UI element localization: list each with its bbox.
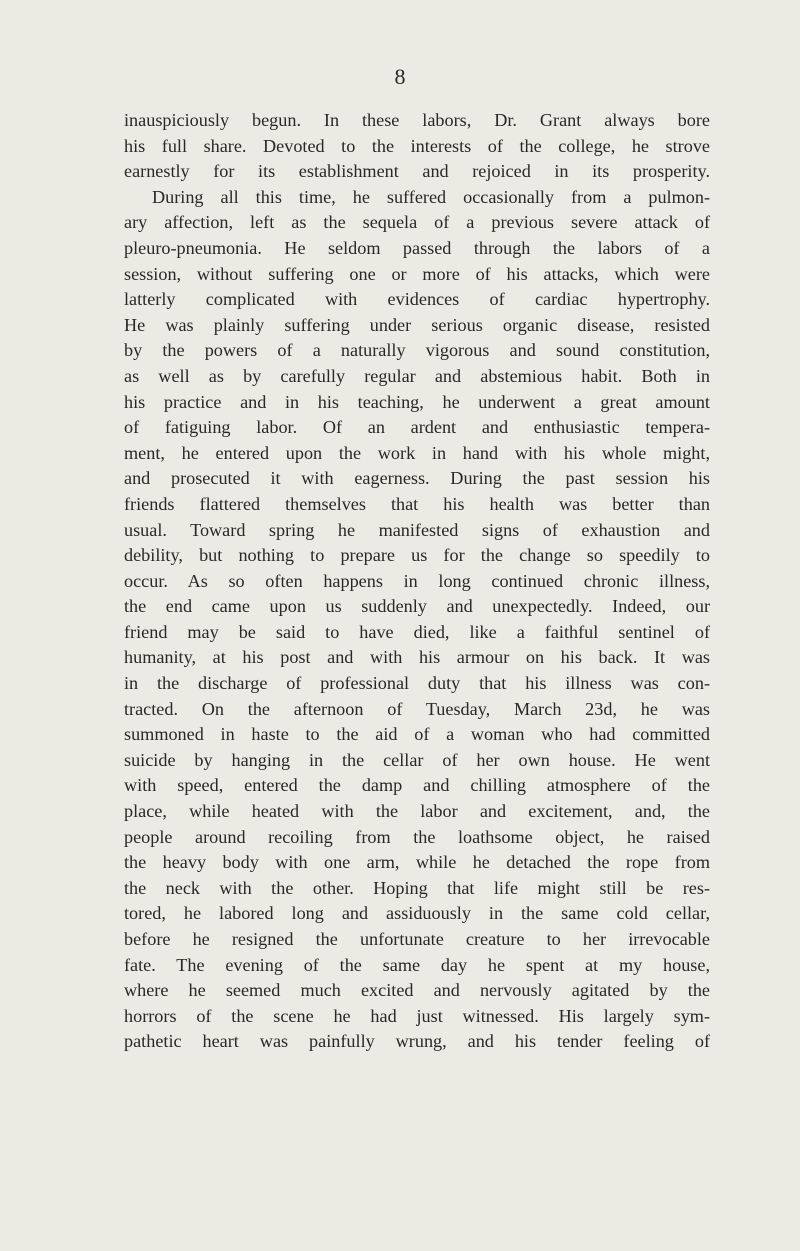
text-line: friend may be said to have died, like a faithful sentinel of <box>124 621 710 642</box>
text-line: tracted. On the afternoon of Tuesday, March 23d, he was <box>124 698 710 719</box>
text-line: latterly complicated with evidences of cardiac hypertrophy. <box>124 289 710 310</box>
text-line: inauspiciously begun. In these labors, Dr. Grant always bore <box>124 110 710 130</box>
text-line: summoned in haste to the aid of a woman who had committed <box>124 724 710 745</box>
body-text <box>124 108 710 1055</box>
text-line: ment, he entered upon the work in hand with his whole might, <box>124 442 710 463</box>
text-line: the heavy body with one arm, while he detached the rope from <box>124 852 710 873</box>
text-line: people around recoiling from the loathsome object, he raised <box>124 826 710 847</box>
text-line: usual. Toward spring he manifested signs of exhaustion and <box>124 519 710 540</box>
text-line: pleuro-pneumonia. He seldom passed through the labors of a <box>124 237 710 258</box>
text-line: earnestly for its establishment and rejoiced in its prosperity. <box>124 161 710 182</box>
text-line: in the discharge of professional duty that his illness was con- <box>124 673 710 694</box>
text-line: the neck with the other. Hoping that life might still be res- <box>124 877 710 898</box>
text-line: of fatiguing labor. Of an ardent and enthusiastic tempera- <box>124 417 710 438</box>
text-line: session, without suffering one or more of his attacks, which were <box>124 263 710 284</box>
text-line: fate. The evening of the same day he spent at my house, <box>124 954 710 975</box>
text-line: pathetic heart was painfully wrung, and his tender feeling of <box>124 1031 710 1052</box>
text-line: as well as by carefully regular and abstemious habit. Both in <box>124 365 710 386</box>
text-line: suicide by hanging in the cellar of her own house. He went <box>124 749 710 770</box>
text-line: and prosecuted it with eagerness. During the past session his <box>124 468 710 489</box>
text-line: place, while heated with the labor and excitement, and, the <box>124 801 710 822</box>
text-line: debility, but nothing to prepare us for the change so speedily to <box>124 545 710 566</box>
text-line: with speed, entered the damp and chilling atmosphere of the <box>124 775 710 796</box>
text-line: before he resigned the unfortunate creature to her irrevocable <box>124 929 710 949</box>
text-line: ary affection, left as the sequela of a previous severe attack of <box>124 212 710 233</box>
text-line: occur. As so often happens in long continued chronic illness, <box>124 570 710 591</box>
text-line: friends flattered themselves that his health was better than <box>124 493 710 514</box>
text-line: He was plainly suffering under serious organic disease, resisted <box>124 314 710 335</box>
text-line: where he seemed much excited and nervously agitated by the <box>124 980 710 1001</box>
page-number: 8 <box>394 64 406 89</box>
text-line: his practice and in his teaching, he underwent a great amount <box>124 391 710 412</box>
text-line: During all this time, he suffered occasionally from a pulmon- <box>152 186 710 207</box>
text-line: horrors of the scene he had just witnessed. His largely sym- <box>124 1005 710 1026</box>
text-line: the end came upon us suddenly and unexpectedly. Indeed, our <box>124 596 710 617</box>
text-line: humanity, at his post and with his armour on his back. It was <box>124 647 710 668</box>
text-line: by the powers of a naturally vigorous and sound constitution, <box>124 340 710 361</box>
text-line: his full share. Devoted to the interests of the college, he strove <box>124 135 710 156</box>
text-line: tored, he labored long and assiduously in the same cold cellar, <box>124 903 710 924</box>
